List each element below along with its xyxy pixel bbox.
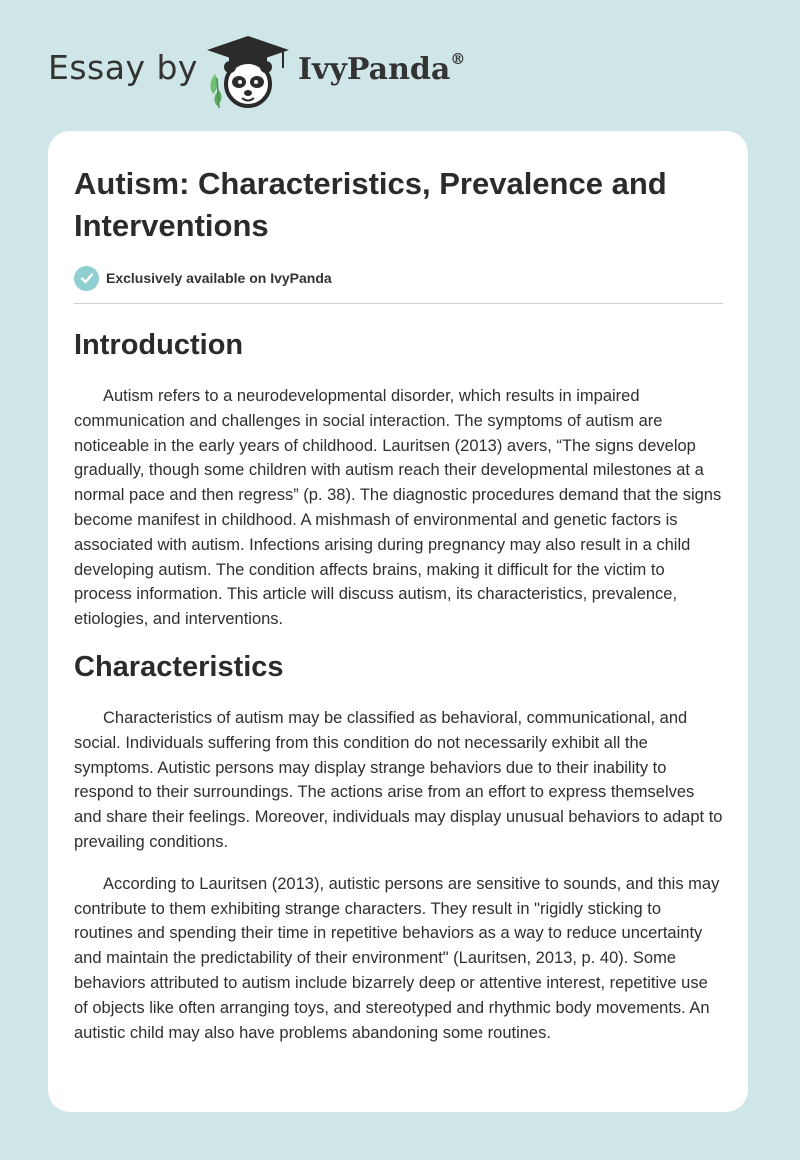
check-circle-icon xyxy=(74,266,99,291)
article-body xyxy=(74,323,724,1045)
paragraph: According to Lauritsen (2013), autistic persons are sensitive to sounds, and this may contribute to them exhibiting strange characters. They result in "rigidly sticking to routines and spending their time in repetitive behaviors as a way to reduce uncertainty and maintain the predictability of their environment" (Lauritsen, 2013, p. 40). Some behaviors attributed to autism include bizarrely deep or attentive interest, repetitive use of objects like often arranging toys, and stereotyped and rhythmic body movements. An autistic child may also have problems abandoning some routines. xyxy=(74,874,720,1042)
section-heading: Introduction xyxy=(74,329,244,361)
site-header xyxy=(48,30,748,110)
exclusive-badge xyxy=(74,265,332,291)
brand-name[interactable]: IvyPanda® xyxy=(298,50,466,87)
paragraph: Characteristics of autism may be classified as behavioral, communicational, and social. Individuals suffering from this condition do not necessarily exhibit all the symptoms. Autistic persons may display strange behaviors due to their inability to respond to their surroundings. The actions arise from an effort to express themselves and share their feelings. Moreover, individuals may display unusual behaviors to adapt to prevailing conditions. xyxy=(74,708,723,851)
section-heading: Characteristics xyxy=(74,650,284,683)
panda-logo-icon[interactable] xyxy=(203,34,293,110)
essay-by-label: Essay by xyxy=(48,48,198,87)
divider xyxy=(74,303,723,304)
article-card xyxy=(48,131,748,1112)
badge-text: Exclusively available on IvyPanda xyxy=(106,270,332,286)
article-title: Autism: Characteristics, Prevalence and Interventions xyxy=(74,166,667,243)
paragraph: Autism refers to a neurodevelopmental disorder, which results in impaired communication and challenges in social interaction. The symptoms of autism are noticeable in the early years of childhood. Lauritsen (2013) avers, “The signs develop gradually, though some children with autism reach their developmental milestones at a normal pace and then regress” (p. 38). The diagnostic procedures demand that the signs become manifest in childhood. A mishmash of environmental and genetic factors is associated with autism. Infections arising during pregnancy may also result in a child developing autism. The condition affects brains, making it difficult for the victim to process information. This article will discuss autism, its characteristics, prevalence, etiologies, and interventions. xyxy=(74,387,722,629)
